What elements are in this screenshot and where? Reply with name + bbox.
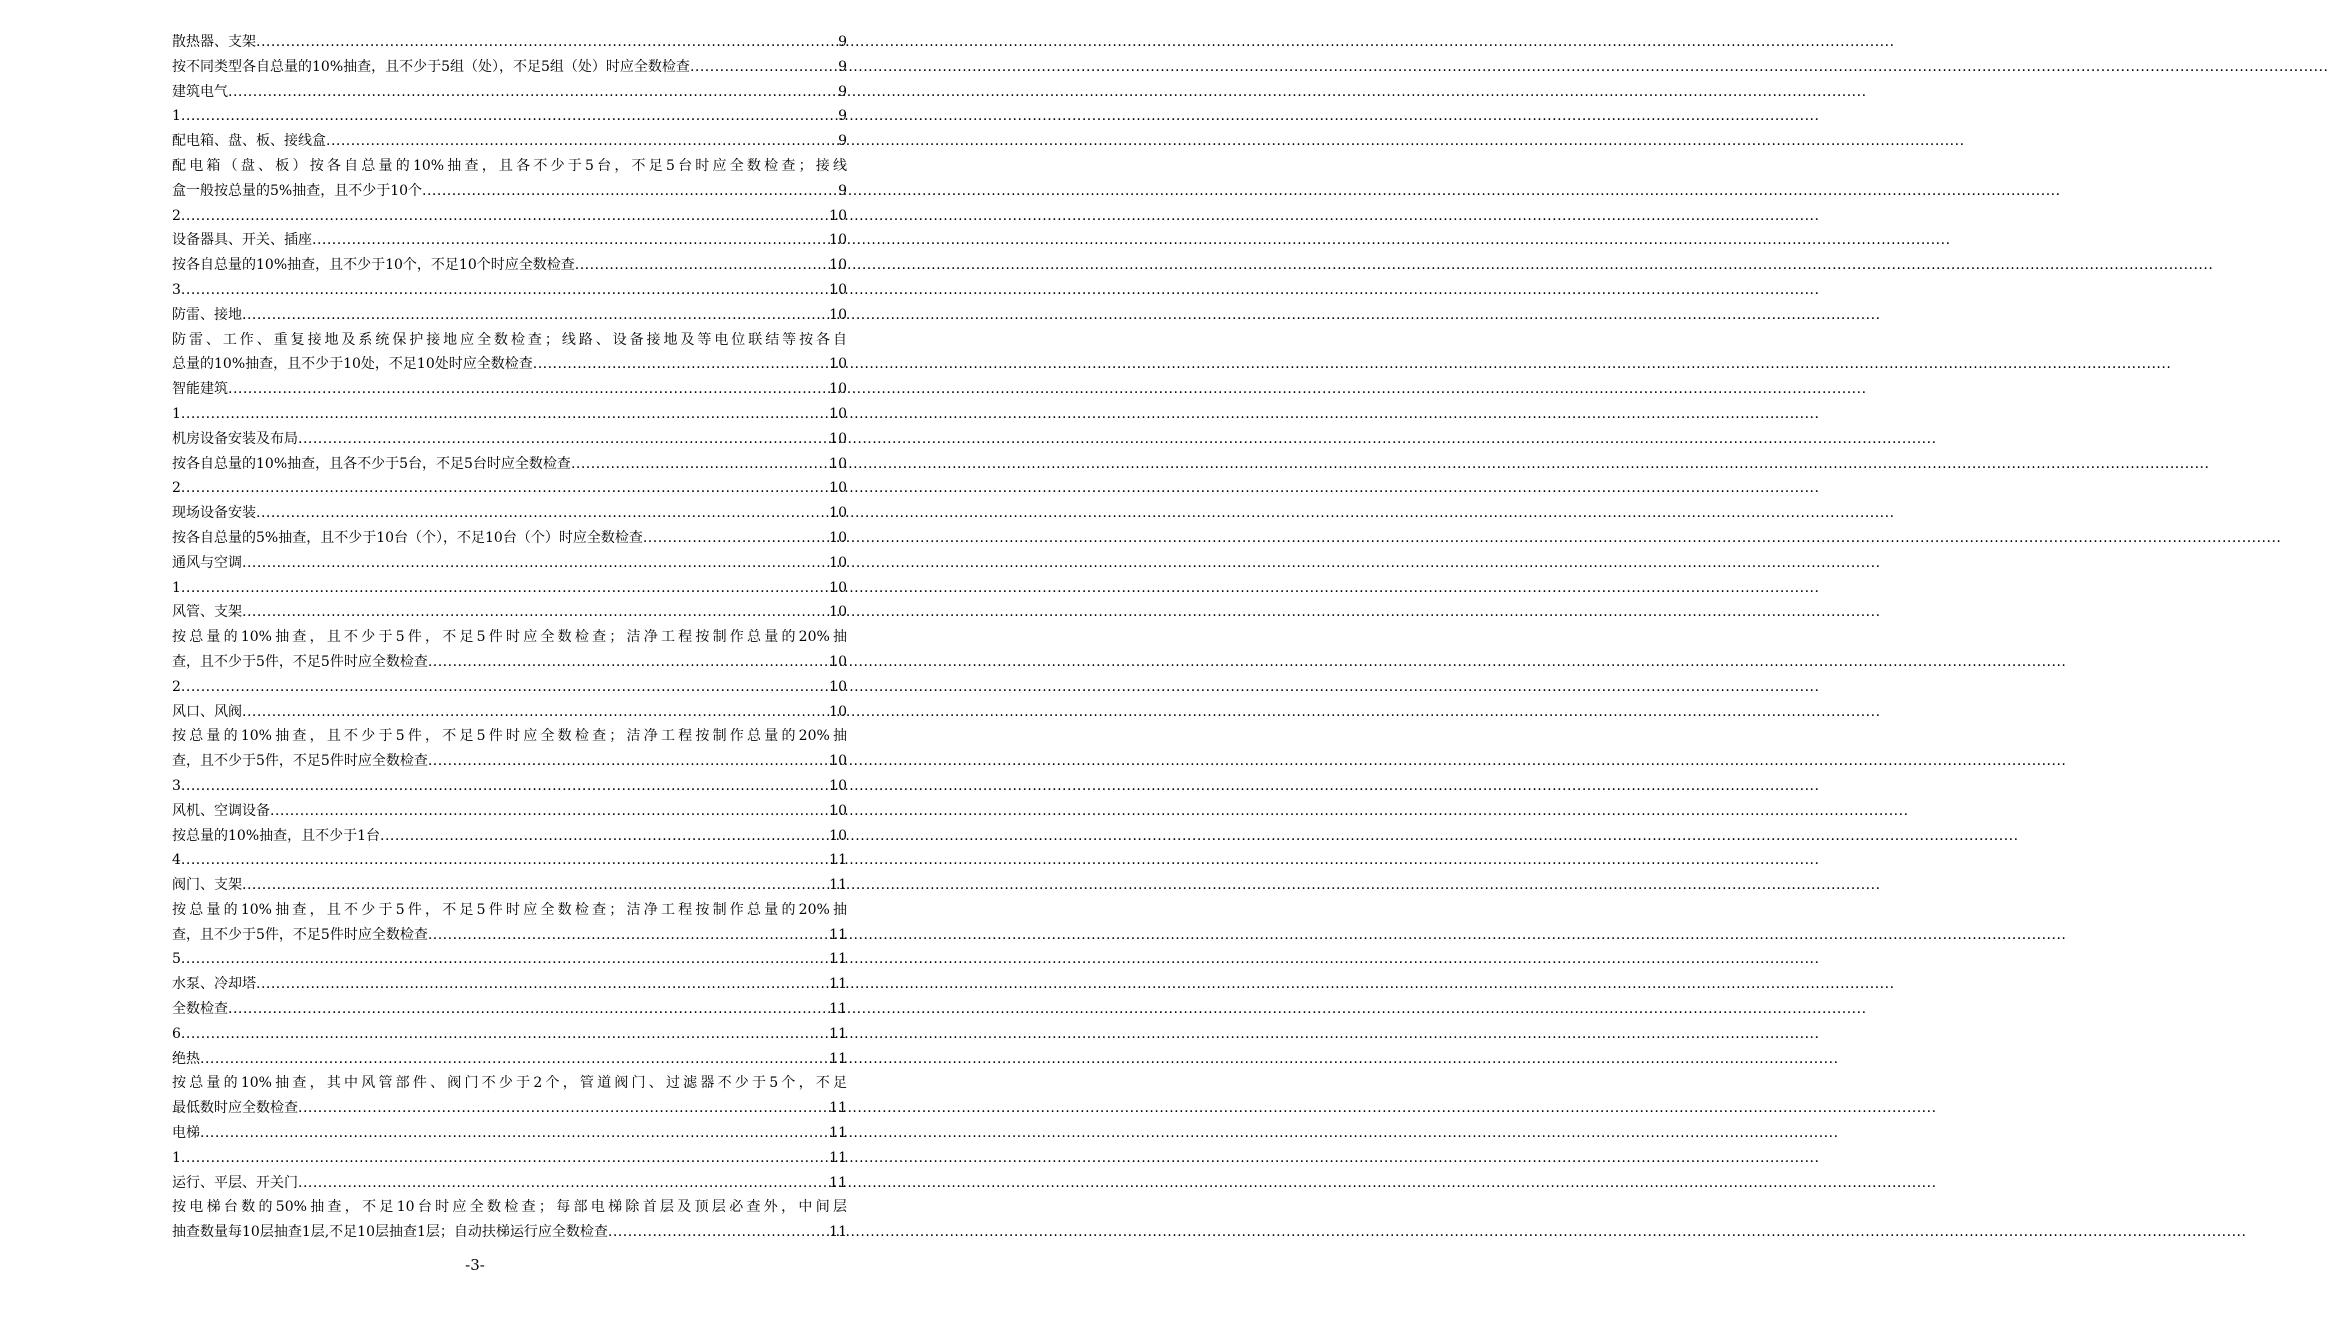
toc-entry-text: 按各自总量的10%抽查，且各不少于5台，不足5台时应全数检查 <box>172 455 571 472</box>
toc-entry-row <box>172 1121 847 1146</box>
toc-entry-row <box>172 30 847 55</box>
toc-entry[interactable] <box>172 328 847 378</box>
toc-entry-page: 10 <box>829 281 847 298</box>
toc-entry-text: 总量的10%抽查，且不少于10处，不足10处时应全数检查 <box>172 356 533 373</box>
toc-entry-page: 10 <box>829 381 847 398</box>
dot-leader <box>256 501 828 526</box>
toc-entry-row <box>172 675 847 700</box>
toc-entry-page: 9 <box>838 108 847 125</box>
table-of-contents <box>172 30 847 1245</box>
toc-entry-page: 10 <box>829 604 847 621</box>
dot-leader <box>312 228 828 253</box>
toc-entry[interactable] <box>172 848 847 873</box>
toc-entry-text: 3 <box>172 281 181 298</box>
toc-entry[interactable] <box>172 303 847 328</box>
dot-leader <box>181 1146 828 1171</box>
toc-entry-text: 5 <box>172 951 181 968</box>
toc-entry-text: 最低数时应全数检查 <box>172 1100 298 1117</box>
toc-entry-page: 11 <box>829 877 847 894</box>
toc-entry-text: 盒一般按总量的5%抽查，且不少于10个 <box>172 182 423 199</box>
dot-leader <box>242 600 828 625</box>
toc-entry-page: 10 <box>829 505 847 522</box>
toc-entry-text: 全数检查 <box>172 1001 228 1018</box>
toc-entry-page: 11 <box>829 926 847 943</box>
toc-entry-row <box>172 129 847 154</box>
toc-entry-text-line1: 配电箱（盘、板）按各自总量的10%抽查，且各不少于5台，不足5台时应全数检查；接线 <box>172 157 847 174</box>
toc-entry[interactable] <box>172 551 847 576</box>
toc-entry-text: 阀门、支架 <box>172 877 242 894</box>
dot-leader <box>571 452 828 477</box>
toc-entry-row <box>172 1220 847 1245</box>
toc-entry-text: 2 <box>172 678 181 695</box>
toc-entry-page: 11 <box>829 852 847 869</box>
toc-entry[interactable] <box>172 129 847 154</box>
toc-entry[interactable] <box>172 204 847 229</box>
toc-entry[interactable] <box>172 700 847 725</box>
toc-entry-text: 配电箱、盘、板、接线盒 <box>172 133 326 150</box>
toc-entry-text: 建筑电气 <box>172 83 228 100</box>
dot-leader <box>428 749 828 774</box>
toc-entry-row <box>172 476 847 501</box>
toc-entry-page: 10 <box>829 257 847 274</box>
toc-entry-text: 运行、平层、开关门 <box>172 1174 298 1191</box>
toc-entry-row <box>172 352 847 377</box>
toc-entry[interactable] <box>172 675 847 700</box>
toc-entry-row <box>172 1096 847 1121</box>
toc-entry-page: 11 <box>829 976 847 993</box>
toc-entry-page: 9 <box>838 83 847 100</box>
toc-entry-text: 3 <box>172 777 181 794</box>
toc-entry[interactable] <box>172 997 847 1022</box>
dot-leader <box>181 1022 828 1047</box>
toc-entry-page: 10 <box>829 207 847 224</box>
toc-entry-page: 9 <box>838 34 847 50</box>
toc-entry[interactable] <box>172 30 847 55</box>
toc-entry-text: 绝热 <box>172 1050 200 1067</box>
toc-entry-text: 防雷、接地 <box>172 306 242 323</box>
toc-entry-row <box>172 1047 847 1072</box>
toc-entry-text: 现场设备安装 <box>172 505 256 522</box>
toc-entry-text: 2 <box>172 207 181 224</box>
toc-entry-row <box>172 253 847 278</box>
toc-entry-row <box>172 303 847 328</box>
toc-entry[interactable] <box>172 600 847 625</box>
toc-entry-row <box>172 427 847 452</box>
toc-entry-text: 按各自总量的5%抽查，且不少于10台（个），不足10台（个）时应全数检查 <box>172 529 643 546</box>
toc-entry-page: 10 <box>829 232 847 249</box>
toc-entry-row <box>172 179 847 204</box>
toc-entry-page: 11 <box>829 1224 847 1241</box>
toc-entry-text: 风机、空调设备 <box>172 802 270 819</box>
toc-entry-text-line1: 按总量的10%抽查，且不少于5件，不足5件时应全数检查；洁净工程按制作总量的20%抽 <box>172 728 847 745</box>
toc-entry-row <box>172 80 847 105</box>
toc-entry-row <box>172 799 847 824</box>
toc-entry-row <box>172 1022 847 1047</box>
toc-entry[interactable] <box>172 476 847 501</box>
toc-entry-text-line1: 按总量的10%抽查，其中风管部件、阀门不少于2个，管道阀门、过滤器不少于5个，不足 <box>172 1075 847 1092</box>
toc-entry[interactable] <box>172 1071 847 1121</box>
toc-entry-text: 1 <box>172 108 181 125</box>
toc-entry-text: 水泵、冷却塔 <box>172 976 256 993</box>
toc-entry-page: 10 <box>829 802 847 819</box>
toc-entry-text: 智能建筑 <box>172 381 228 398</box>
dot-leader <box>270 799 828 824</box>
toc-entry-row <box>172 104 847 129</box>
dot-leader <box>242 551 828 576</box>
toc-entry-page: 11 <box>829 951 847 968</box>
toc-entry-text: 1 <box>172 1149 181 1166</box>
toc-entry[interactable] <box>172 501 847 526</box>
toc-entry-row <box>172 1146 847 1171</box>
toc-entry[interactable] <box>172 873 847 898</box>
toc-entry[interactable] <box>172 377 847 402</box>
dot-leader <box>298 1171 828 1196</box>
dot-leader <box>200 1121 828 1146</box>
toc-entry[interactable] <box>172 427 847 452</box>
dot-leader <box>256 972 828 997</box>
toc-entry-row <box>172 278 847 303</box>
dot-leader <box>181 774 828 799</box>
toc-entry-row <box>172 824 847 849</box>
toc-entry[interactable] <box>172 228 847 253</box>
toc-entry-page: 11 <box>829 1001 847 1018</box>
toc-entry-page: 11 <box>829 1025 847 1042</box>
toc-entry[interactable] <box>172 402 847 427</box>
toc-entry[interactable] <box>172 253 847 278</box>
dot-leader <box>181 947 828 972</box>
toc-entry-text: 机房设备安装及布局 <box>172 430 298 447</box>
dot-leader <box>200 1047 828 1072</box>
toc-entry-text: 风管、支架 <box>172 604 242 621</box>
toc-entry-text: 通风与空调 <box>172 554 242 571</box>
toc-entry-row <box>172 749 847 774</box>
toc-entry[interactable] <box>172 1146 847 1171</box>
toc-entry-text: 按不同类型各自总量的10%抽查，且不少于5组（处），不足5组（处）时应全数检查 <box>172 58 690 75</box>
toc-entry[interactable] <box>172 80 847 105</box>
toc-entry-page: 10 <box>829 405 847 422</box>
dot-leader <box>428 650 828 675</box>
toc-entry-page: 10 <box>829 455 847 472</box>
dot-leader <box>298 427 828 452</box>
toc-entry[interactable] <box>172 774 847 799</box>
dot-leader <box>181 104 837 129</box>
toc-entry-page: 9 <box>838 58 847 75</box>
toc-entry-row <box>172 452 847 477</box>
toc-entry-row <box>172 576 847 601</box>
dot-leader <box>228 377 828 402</box>
toc-entry[interactable] <box>172 154 847 204</box>
toc-entry-text: 散热器、支架 <box>172 34 256 50</box>
dot-leader <box>181 848 828 873</box>
toc-entry-text: 抽查数量每10层抽查1层,不足10层抽查1层；自动扶梯运行应全数检查 <box>172 1224 608 1241</box>
toc-entry-row <box>172 402 847 427</box>
toc-entry[interactable] <box>172 1047 847 1072</box>
toc-entry-row <box>172 204 847 229</box>
dot-leader <box>533 352 828 377</box>
toc-entry-row <box>172 228 847 253</box>
toc-entry[interactable] <box>172 278 847 303</box>
toc-entry-page: 9 <box>838 133 847 150</box>
toc-entry-text: 查，且不少于5件，不足5件时应全数检查 <box>172 653 428 670</box>
toc-entry[interactable] <box>172 1121 847 1146</box>
toc-entry-text: 2 <box>172 480 181 497</box>
toc-entry-text: 查，且不少于5件，不足5件时应全数检查 <box>172 753 428 770</box>
toc-entry[interactable] <box>172 972 847 997</box>
toc-entry[interactable] <box>172 898 847 948</box>
dot-leader <box>422 179 837 204</box>
toc-entry-page: 11 <box>829 1100 847 1117</box>
toc-entry-page: 10 <box>829 653 847 670</box>
toc-entry[interactable] <box>172 104 847 129</box>
dot-leader <box>181 576 828 601</box>
toc-entry-text: 设备器具、开关、插座 <box>172 232 312 249</box>
toc-entry-page: 10 <box>829 827 847 844</box>
dot-leader <box>326 129 837 154</box>
toc-entry-text: 1 <box>172 579 181 596</box>
toc-entry-text-line1: 按总量的10%抽查，且不少于5件，不足5件时应全数检查；洁净工程按制作总量的20%抽 <box>172 629 847 646</box>
toc-entry-page: 10 <box>829 430 847 447</box>
toc-entry-text-line1: 按电梯台数的50%抽查，不足10台时应全数检查；每部电梯除首层及顶层必查外，中间层 <box>172 1199 847 1216</box>
toc-entry[interactable] <box>172 947 847 972</box>
toc-entry[interactable] <box>172 1171 847 1196</box>
toc-entry[interactable] <box>172 576 847 601</box>
dot-leader <box>181 402 828 427</box>
toc-entry-page: 11 <box>829 1050 847 1067</box>
toc-entry-row <box>172 997 847 1022</box>
toc-entry-page: 10 <box>829 678 847 695</box>
toc-entry[interactable] <box>172 1195 847 1245</box>
toc-entry[interactable] <box>172 55 847 80</box>
toc-entry-text: 1 <box>172 405 181 422</box>
toc-entry-page: 10 <box>829 703 847 720</box>
toc-entry-text: 查，且不少于5件，不足5件时应全数检查 <box>172 926 428 943</box>
toc-entry[interactable] <box>172 1022 847 1047</box>
toc-entry[interactable] <box>172 526 847 551</box>
dot-leader <box>298 1096 828 1121</box>
toc-entry-row <box>172 526 847 551</box>
toc-entry-row <box>172 848 847 873</box>
toc-entry-row <box>172 947 847 972</box>
toc-entry-page: 11 <box>829 1125 847 1142</box>
toc-entry-row <box>172 1171 847 1196</box>
toc-entry-row <box>172 600 847 625</box>
dot-leader <box>181 204 828 229</box>
toc-entry-page: 10 <box>829 480 847 497</box>
dot-leader <box>256 30 837 55</box>
dot-leader <box>690 55 837 80</box>
dot-leader <box>643 526 828 551</box>
toc-entry-text: 电梯 <box>172 1125 200 1142</box>
toc-entry[interactable] <box>172 799 847 824</box>
dot-leader <box>228 80 837 105</box>
toc-entry-page: 10 <box>829 579 847 596</box>
toc-entry-page: 10 <box>829 356 847 373</box>
toc-entry-page: 10 <box>829 554 847 571</box>
toc-entry-text: 4 <box>172 852 181 869</box>
toc-entry-page: 10 <box>829 306 847 323</box>
toc-entry-page: 11 <box>829 1149 847 1166</box>
toc-entry-row <box>172 55 847 80</box>
toc-entry-row <box>172 700 847 725</box>
dot-leader <box>380 824 828 849</box>
toc-entry-row <box>172 650 847 675</box>
toc-entry-text: 按各自总量的10%抽查，且不少于10个，不足10个时应全数检查 <box>172 257 575 274</box>
dot-leader <box>228 997 828 1022</box>
dot-leader <box>608 1220 828 1245</box>
dot-leader <box>428 923 828 948</box>
toc-entry-text-line1: 防雷、工作、重复接地及系统保护接地应全数检查；线路、设备接地及等电位联结等按各自 <box>172 331 847 348</box>
toc-entry-page: 10 <box>829 777 847 794</box>
dot-leader <box>242 700 828 725</box>
toc-entry-page: 10 <box>829 529 847 546</box>
toc-entry-row <box>172 873 847 898</box>
dot-leader <box>181 476 828 501</box>
toc-entry[interactable] <box>172 724 847 774</box>
toc-entry-row <box>172 551 847 576</box>
dot-leader <box>181 278 828 303</box>
dot-leader <box>575 253 828 278</box>
toc-entry-row <box>172 972 847 997</box>
toc-entry-text: 按总量的10%抽查，且不少于1台 <box>172 827 381 844</box>
toc-entry-page: 11 <box>829 1174 847 1191</box>
toc-entry-row <box>172 923 847 948</box>
toc-entry[interactable] <box>172 452 847 477</box>
toc-entry-row <box>172 774 847 799</box>
toc-entry-row <box>172 377 847 402</box>
dot-leader <box>181 675 828 700</box>
toc-entry-page: 9 <box>838 182 847 199</box>
toc-entry-row <box>172 501 847 526</box>
dot-leader <box>242 873 828 898</box>
toc-entry-page: 10 <box>829 753 847 770</box>
toc-entry[interactable] <box>172 824 847 849</box>
dot-leader <box>242 303 828 328</box>
toc-entry-text-line1: 按总量的10%抽查，且不少于5件，不足5件时应全数检查；洁净工程按制作总量的20%抽 <box>172 901 847 918</box>
page-number: -3- <box>465 1256 485 1274</box>
toc-entry[interactable] <box>172 625 847 675</box>
toc-entry-text: 6 <box>172 1025 181 1042</box>
toc-entry-text: 风口、风阀 <box>172 703 242 720</box>
